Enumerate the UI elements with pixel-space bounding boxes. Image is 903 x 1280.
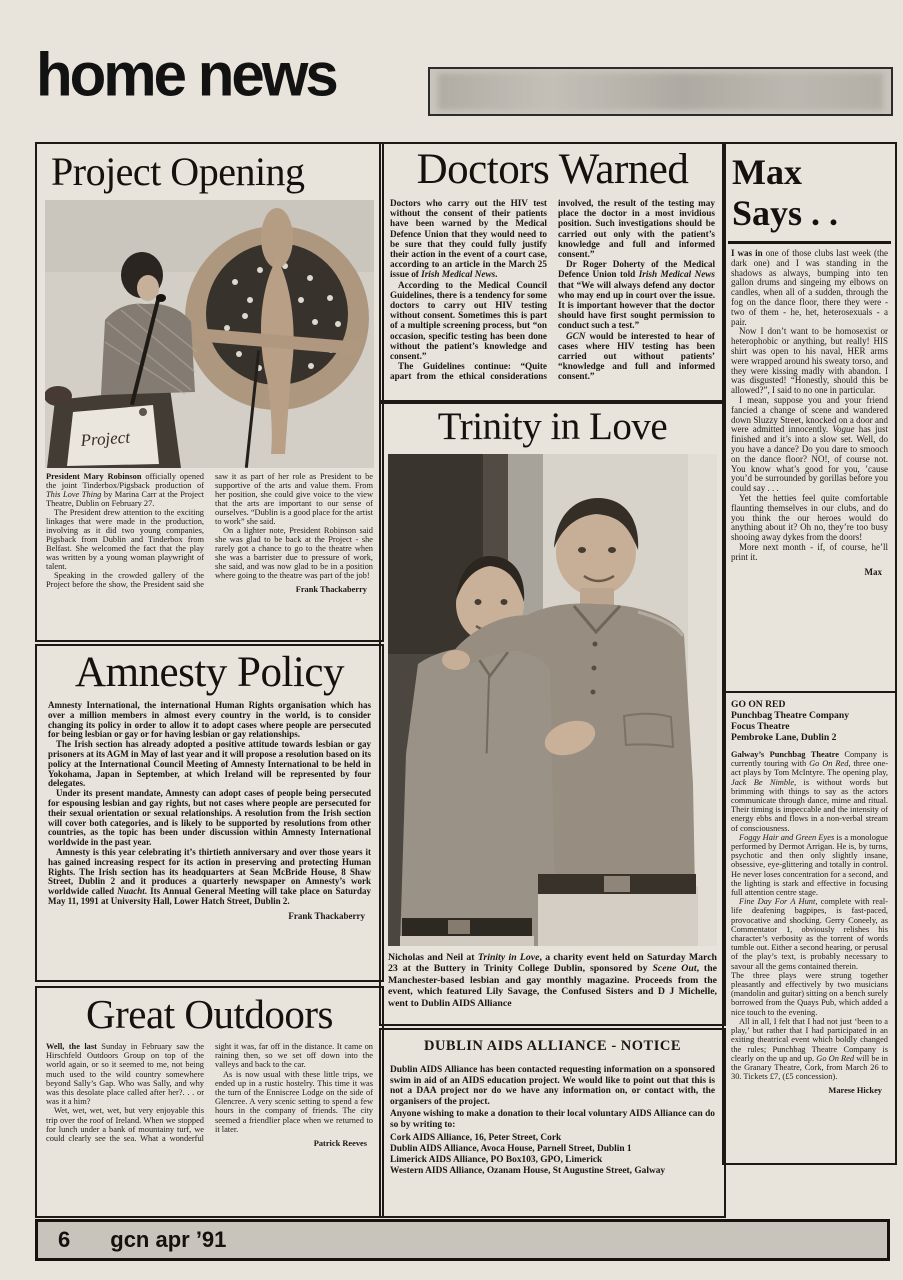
paragraph: Doctors who carry out the HIV test without the consent of their patients have been warned by the Medical Defence Union that they would need to be sure that they could fully justify their action in the event of a court case, according to an article in the March 25 issue of Irish Medical News. bbox=[390, 198, 547, 280]
paragraph: Well, the last Sunday in February saw the Hirschfeld Outdoors Group on top of the world again, or so it seemed to me, not being much used to the wild country somewhere beyond Sally’s Gap. Who was Sally, and why was this desolate place called after her?. . . or was it a him? bbox=[46, 1042, 204, 1107]
article-body bbox=[37, 697, 382, 922]
section-title: home news bbox=[36, 40, 336, 109]
byline: Patrick Reeves bbox=[313, 1139, 367, 1149]
notice-body bbox=[381, 1061, 724, 1177]
paragraph: President Mary Robinson officially opened the joint Tinderbox/Pigsback production of This Love Thing by Marina Carr at the Project Theatre, Dublin on February 27. bbox=[46, 472, 204, 508]
paragraph: I was in one of those clubs last week (the dark one) and I was standing in the shadows as always, bumping into ten gallon drums and singeing my elbows on candles, when all of a sudden, through the fog on the dance floor, there they were - two of them - he, het, heterosexuals - a pair. bbox=[731, 248, 888, 327]
ink-bleedthrough bbox=[438, 73, 883, 110]
address-line: Cork AIDS Alliance, 16, Peter Street, Cork bbox=[390, 1132, 562, 1143]
paragraph: Under its present mandate, Amnesty can adopt cases of people being persecuted for espousing lesbian and gay rights, but not cases where people are persecuted for their sexual orientation or sexual relationships. A resolution from the Irish section will cover both categories, and is likely to be supported by resolutions from other countries, as the topic has been under discussion within Amnesty International worldwide in the past year. bbox=[48, 788, 371, 848]
paragraph: As is now usual with these little trips, we ended up in a rustic hostelry. This time it was the turn of the Enniscree Lodge on the side of Glencree. A very scenic setting to spend a few hours in the company of friends. The city seemed a friendlier place when we returned to it later. bbox=[215, 1069, 373, 1134]
review-body bbox=[724, 750, 895, 1096]
article-great-outdoors bbox=[35, 986, 384, 1218]
paragraph: According to the Medical Council Guidelines, there is a tendency for some doctors to carry out HIV testing without consent. Sometimes this is part of a multiple screening process, but “on occasion, specific testing has been done without the patient’s knowledge and consent.” bbox=[390, 279, 547, 362]
address-line: Dublin AIDS Alliance, Avoca House, Parnell Street, Dublin 1 bbox=[390, 1143, 632, 1154]
notice-dublin-aids-alliance bbox=[379, 1028, 726, 1218]
paragraph: Yet the hetties feel quite comfortable flaunting themselves in our clubs, and do you think the our heroes would do anything about it? Oh no, they’re too busy shooing away dykes from the doors! bbox=[731, 492, 888, 543]
headline-amnesty-policy: Amnesty Policy bbox=[75, 649, 344, 696]
address-line: Western AIDS Alliance, Ozanam House, St Augustine Street, Galway bbox=[390, 1165, 666, 1176]
byline: Frank Thackaberry bbox=[295, 585, 367, 594]
review-title: GO ON RED bbox=[731, 699, 786, 710]
paragraph: The President drew attention to the exciting linkages that were made in the production, involving as it did two young companies, Pigsback from Dublin and Tinderbox from Belfast. She welcomed the fact that the play was written by a young woman playwright of talent. bbox=[46, 508, 204, 571]
paragraph: Now I don’t want to be homosexist or heterophobic or anything, but really! HIS shirt was open to his naval, HER arms were wrapped around his sweaty torso, and they were kissing madly with abandon. I was disgusted! “Honestly, should this be allowed?”, I said to no one in particular. bbox=[731, 326, 888, 396]
headline-doctors-warned: Doctors Warned bbox=[416, 146, 689, 193]
project-opening-photo bbox=[45, 200, 374, 468]
page-number: 6 bbox=[58, 1227, 71, 1252]
article-doctors-warned bbox=[379, 142, 726, 404]
article-amnesty-policy bbox=[35, 644, 384, 982]
article-trinity-in-love bbox=[379, 400, 726, 1026]
paragraph: Amnesty International, the international Human Rights organisation which has over a million members in almost every country in the world, is to consider changing its policy in order to allow it to adopt cases where people are persecuted for being lesbian or gay or for having lesbian or gay relationships. bbox=[48, 700, 371, 740]
paragraph: Amnesty is this year celebrating it’s thirtieth anniversary and over those years it has gained increasing respect for its action in preserving and protecting Human Rights. The Irish section has its headquarters at Sean McBride House, 8 Shaw Street, Dublin 2 and it produces a quarterly newspaper on Amnesty’s work worldwide called Nuacht. Its Annual General Meeting will take place on Saturday May 11, 1991 at University Hall, Lower Hatch Street, Dublin 2. bbox=[48, 846, 371, 906]
paragraph: Foggy Hair and Green Eyes is a monologue performed by Dermot Arrigan. He is, by turns, psychotic and then only slightly insane, obsessive, eye-glittering and totally in control. He never loses concentration for a second, and the lighting is stark and effective in focusing full attention centre stage. bbox=[731, 832, 888, 898]
column-max-says bbox=[722, 142, 897, 693]
review-go-on-red bbox=[722, 691, 897, 1165]
article-body bbox=[37, 468, 382, 594]
review-header bbox=[724, 693, 895, 747]
paragraph: On a lighter note, President Robinson said she was glad to be back at the Project - she rarely got a chance to go to the theatre when she was a barrister due to pressure of work, she said, and was now glad to be in a position where going to the theatre was part of the job! bbox=[215, 526, 373, 580]
paragraph: The Irish section has already adopted a positive attitude towards lesbian or gay prisoners at its AGM in May of last year and it will propose a resolution based on its policy at the International Council Meeting of Amnesty International to be held in Yokohama, Japan in September, at which Ireland will be represented by four delegates. bbox=[48, 739, 371, 789]
paragraph: The Guidelines continue: “Quite apart from the ethical considerations involved, the result of the testing may place the doctor in a most invidious position. Such investigations should be carried out only with the patient’s knowledge and full and informed consent.” bbox=[390, 198, 715, 382]
notice-heading: DUBLIN AIDS ALLIANCE - NOTICE bbox=[423, 1038, 682, 1054]
headline-rule bbox=[728, 241, 891, 244]
headline-great-outdoors: Great Outdoors bbox=[86, 991, 333, 1037]
headline-trinity-in-love: Trinity in Love bbox=[437, 405, 668, 448]
byline: Frank Thackaberry bbox=[288, 910, 365, 921]
byline: Marese Hickey bbox=[828, 1086, 882, 1096]
paragraph: Fine Day For A Hunt, complete with real-life deafening bagpipes, is fast-paced, provocative and shocking. Gerry Coneely, as Commentator 1, obviously relishes his character’s verbosity as the torrent of words tumble out. Either a second hearing, or perusal of the play’s text, is probably necessary to savour all the gems contained therein. bbox=[731, 897, 888, 971]
paragraph: Wet, wet, wet, wet, but very enjoyable this trip over the roof of Ireland. When we stopped for lunch under a bank of mountainy turf, we could clearly see the sea. What a wonderful sight it was, far off in the distance. It came on raining then, so we set off down into the valleys and back to the car. bbox=[46, 1042, 373, 1144]
headline-project-opening: Project Opening bbox=[51, 149, 305, 194]
review-company: Punchbag Theatre Company bbox=[731, 710, 849, 721]
address-line: Limerick AIDS Alliance, PO Box103, GPO, Limerick bbox=[390, 1154, 603, 1165]
paragraph: Dublin AIDS Alliance has been contacted requesting information on a sponsored swim in aid of an AIDS education project. We would like to point out that this is not a DAA project nor do we have any information on, or contact with, the organisers of the project. bbox=[390, 1065, 715, 1107]
article-project-opening bbox=[35, 142, 384, 642]
column-body bbox=[724, 249, 895, 577]
paragraph: Dr Roger Doherty of the Medical Defence Union told Irish Medical News that “We will always defend any doctor who may end up in court over the issue. It is important however that the doctor should have first sought permission to conduct such a test.” bbox=[558, 259, 715, 331]
article-body bbox=[37, 1038, 382, 1148]
review-address: Pembroke Lane, Dublin 2 bbox=[731, 732, 837, 743]
issue-label: gcn apr ’91 bbox=[110, 1227, 227, 1252]
review-venue: Focus Theatre bbox=[731, 721, 790, 732]
article-body bbox=[381, 194, 724, 382]
svg-text:Project: Project bbox=[79, 427, 131, 450]
page-footer bbox=[35, 1219, 890, 1261]
paragraph: Anyone wishing to make a donation to their local voluntary AIDS Alliance can do so by writing to: bbox=[390, 1109, 715, 1130]
paragraph: I mean, suppose you and your friend fancied a change of scene and wandered down Sluzzy Street, knocked on a door and were admitted innocently. Vogue has just finished and it’s into a slow set. Well, do you have a dance? Do you dare to smooch on the dance floor? NO!, of course not. You know what’s good for you, ’cause you’d be surrounded by gorillas before you could say . . . bbox=[731, 394, 888, 494]
masthead-bleedthrough-box bbox=[428, 67, 893, 116]
trinity-in-love-photo bbox=[388, 454, 717, 946]
paragraph: GCN would be interested to hear of cases where HIV testing has been carried out without patients’ “knowledge and full and informed consent.” bbox=[558, 330, 715, 382]
paragraph: The three plays were strung together pleasantly and effectively by two musicians (mandolin and guitar) sitting on a bench surely borrowed from the Quays Pub, which added a nice touch to the evening. bbox=[731, 970, 888, 1017]
paragraph: Speaking in the crowded gallery of the Project before the show, the President said she saw it as part of her role as President to be supportive of the arts and value them. From her position, she could give voice to the view that the arts are important to our sense of ourselves. “Dublin is a good place for the artist to work” she said. bbox=[46, 472, 373, 589]
paragraph: More next month - if, of course, he’ll print it. bbox=[731, 541, 888, 562]
paragraph: All in all, I felt that I had not just ‘been to a play,’ but rather that I had participated in an exiting theatrical event which boldly changed the rules; Punchbag Theatre Company is clearly on the up and up. Go On Red will be in the Granary Theatre, Cork, from March 26 to 30. Tickets £7, (£5 concession). bbox=[731, 1016, 888, 1082]
photo-caption: Nicholas and Neil at Trinity in Love, a charity event held on Saturday March 23 at the Buttery in Trinity College Dublin, sponsored by Scene Out, the Manchester-based lesbian and gay monthly magazine. Proceeds from the event, which featured Lily Savage, the Confused Sisters and D J Michelle, went to Dublin AIDS Alliance bbox=[388, 952, 718, 1009]
headline-max-says: Max Says . . bbox=[732, 152, 839, 233]
byline: Max bbox=[864, 566, 882, 577]
paragraph: Galway’s Punchbag Theatre Company is currently touring with Go On Red, three one-act plays by Tom McIntyre. The opening play, Jack Be Nimble, is without words but brimming with things to say as the actors communicate through dance, mime and ritual. Their timing is impeccable and the intensity of energy ebbs and flows in a non-verbal stream of consciousness. bbox=[731, 750, 888, 833]
